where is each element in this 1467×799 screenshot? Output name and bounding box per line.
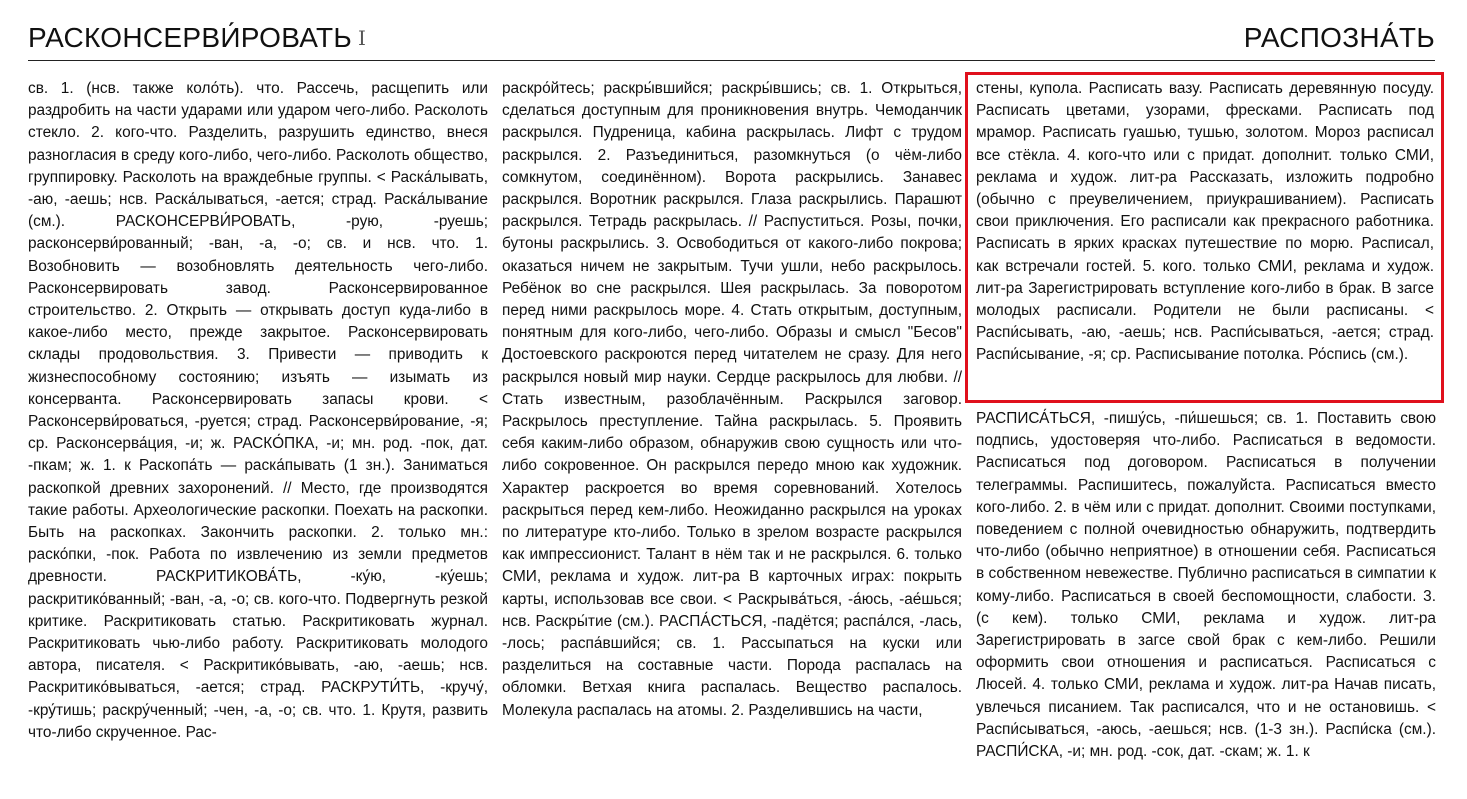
dictionary-column-1 bbox=[28, 78, 488, 799]
column-1-text: св. 1. (нсв. также коло́ть). что. Рассечь, расщепить или раздробить на части ударами или ударом чего-либо. Расколоть стекло. 2. кого-что. Разделить, разрушить единство, внеся разногласия в среду кого-либо, чего-либо. Расколоть общество, группировку. Расколоть на враждебные группы. < Раска́лывать, -аю, -аешь; нсв. Раска́лываться, -ается; страд. Раска́лывание (см.). РАСКОНСЕРВИ́РОВАТЬ, -рую, -руешь; расконсерви́рованный; -ван, -а, -о; св. и нсв. что. 1. Возобновить — возобновлять деятельность чего-либо. Расконсервировать завод. Расконсервированное строительство. 2. Открыть — открывать доступ куда-либо в какое-либо место, прежде закрытое. Расконсервировать склады продовольствия. 3. Привести — приводить к жизнеспособному состоянию; изъять — изымать из консерванта. Расконсервировать запасы крови. < Расконсерви́роваться, -руется; страд. Расконсерви́рование, -я; ср. Расконсерва́ция, -и; ж. РАСКО́ПКА, -и; мн. род. -пок, дат. -пкам; ж. 1. к Раскопа́ть — раска́пывать (1 зн.). Заниматься раскопкой древних захоронений. // Место, где производятся такие работы. Археологические раскопки. Поехать на раскопки. Быть на раскопках. Закончить раскопки. 2. только мн.: раско́пки, -пок. Работа по извлечению из земли предметов древности. РАСКРИТИКОВА́ТЬ, -ку́ю, -ку́ешь; раскритико́ванный; -ван, -а, -о; св. кого-что. Подвергнуть резкой критике. Раскритиковать статью. Раскритиковать журнал. Раскритиковать чью-либо работу. Раскритиковать молодого автора, писателя. < Раскритико́вывать, -аю, -аешь; нсв. Раскритико́вываться, -ается; страд. РАСКРУТИ́ТЬ, -кручу́, -кру́тишь; раскру́ченный; -чен, -а, -о; св. что. 1. Крутя, развить что-либо скрученное. Рас- bbox=[28, 80, 488, 741]
page-header-left: РАСКОНСЕРВИ́РОВАТЬ bbox=[28, 22, 353, 53]
header-rule bbox=[28, 60, 1435, 61]
text-cursor-icon: I bbox=[358, 26, 366, 50]
page-header-right: РАСПОЗНА́ТЬ bbox=[1243, 22, 1435, 53]
highlighted-entry-text: стены, купола. Расписать вазу. Расписать деревянную посуду. Расписать цветами, узорами, фресками. Расписать под мрамор. Расписать гуашью, тушью, золотом. Мороз расписал все стёкла. 4. кого-что или с придат. дополнит. только СМИ, реклама и худож. лит-ра Рассказать, изложить подробно (обычно с преувеличением, приукрашиванием). Расписать свои приключения. Его расписали как прекрасного работника. Расписать в ярких красках путешествие по морю. Расписал, как встречали гостей. 5. кого. только СМИ, реклама и худож. лит-ра Зарегистрировать вступление кого-либо в брак. В загсе молодых расписали. Родители не были расписаны. < Распи́сывать, -аю, -аешь; нсв. Распи́сываться, -ается; страд. Распи́сывание, -я; ср. Расписывание потолка. Ро́спись (см.). bbox=[976, 80, 1434, 364]
highlight-box bbox=[965, 72, 1444, 403]
dictionary-column-2 bbox=[502, 78, 962, 799]
column-3-text: РАСПИСА́ТЬСЯ, -пишу́сь, -пи́шешься; св. 1. Поставить свою подпись, удостоверяя что-либо. Расписаться в ведомости. Расписаться под договором. Расписаться в получении телеграммы. Распишитесь, пожалуйста. Расписаться вместо кого-либо. 2. в чём или с придат. дополнит. Своими поступками, поведением с полной очевидностью обнаружить, подтвердить что-либо (обычно неприятное) в отношении себя. Расписаться в собственном невежестве. Публично расписаться в симпатии к кому-либо. Расписаться в своей беспомощности, слабости. 3. (с кем). только СМИ, реклама и худож. лит-ра Зарегистрировать в загсе свой брак с кем-либо. Решили оформить свои отношения и расписаться. Расписаться с Люсей. 4. только СМИ, реклама и худож. лит-ра Начав писать, увлечься писанием. Так расписался, что и не остановишь. < Распи́сываться, -аюсь, -аешься; нсв. (1-3 зн.). Распи́ска (см.). РАСПИ́СКА, -и; мн. род. -сок, дат. -скам; ж. 1. к bbox=[976, 410, 1436, 761]
column-2-text: раскро́йтесь; раскры́вшийся; раскры́вшись; св. 1. Открыться, сделаться доступным для проникновения внутрь. Чемоданчик раскрылся. Пудреница, кабина раскрылась. Лифт с трудом раскрылся. 2. Разъединиться, разомкнуться (о чём-либо сомкнутом, соединённом). Ворота раскрылись. Занавес раскрылся. Воротник раскрылся. Глаза раскрылись. Парашют раскрылся. Тетрадь раскрылась. // Распуститься. Розы, почки, бутоны раскрылись. 3. Освободиться от какого-либо покрова; оказаться ничем не закрытым. Тучи ушли, небо раскрылось. Ребёнок во сне раскрылся. Шея раскрылась. За поворотом перед ними раскрылось море. 4. Стать открытым, доступным, понятным для кого-либо, чего-либо. Образы и смысл "Бесов" Достоевского раскроются перед читателем не сразу. Для него раскрылся новый мир науки. Сердце раскрылось для любви. // Стать известным, разоблачённым. Раскрылся заговор. Раскрылось преступление. Тайна раскрылась. 5. Проявить себя каким-либо образом, обнаружив свою сущность или что-либо сокровенное. Он раскрылся передо мною как художник. Характер раскроется во время соревнований. Хотелось раскрыться перед кем-либо. Неожиданно раскрылся на уроках по литературе кто-либо. Только в зрелом возрасте раскрылся как импрессионист. Талант в нём так и не раскрылся. 6. только СМИ, реклама и худож. лит-ра В карточных играх: покрыть карты, использовав все свои. < Раскрыва́ться, -а́юсь, -ае́шься; нсв. Раскры́тие (см.). РАСПА́СТЬСЯ, -падётся; распа́лся, -лась, -лось; распа́вшийся; св. 1. Рассыпаться на куски или разделиться на составные части. Порода распалась на обломки. Ветхая книга распалась. Вещество распалось. Молекула распалась на атомы. 2. Разделившись на части, bbox=[502, 80, 962, 719]
dictionary-column-3 bbox=[976, 408, 1436, 799]
